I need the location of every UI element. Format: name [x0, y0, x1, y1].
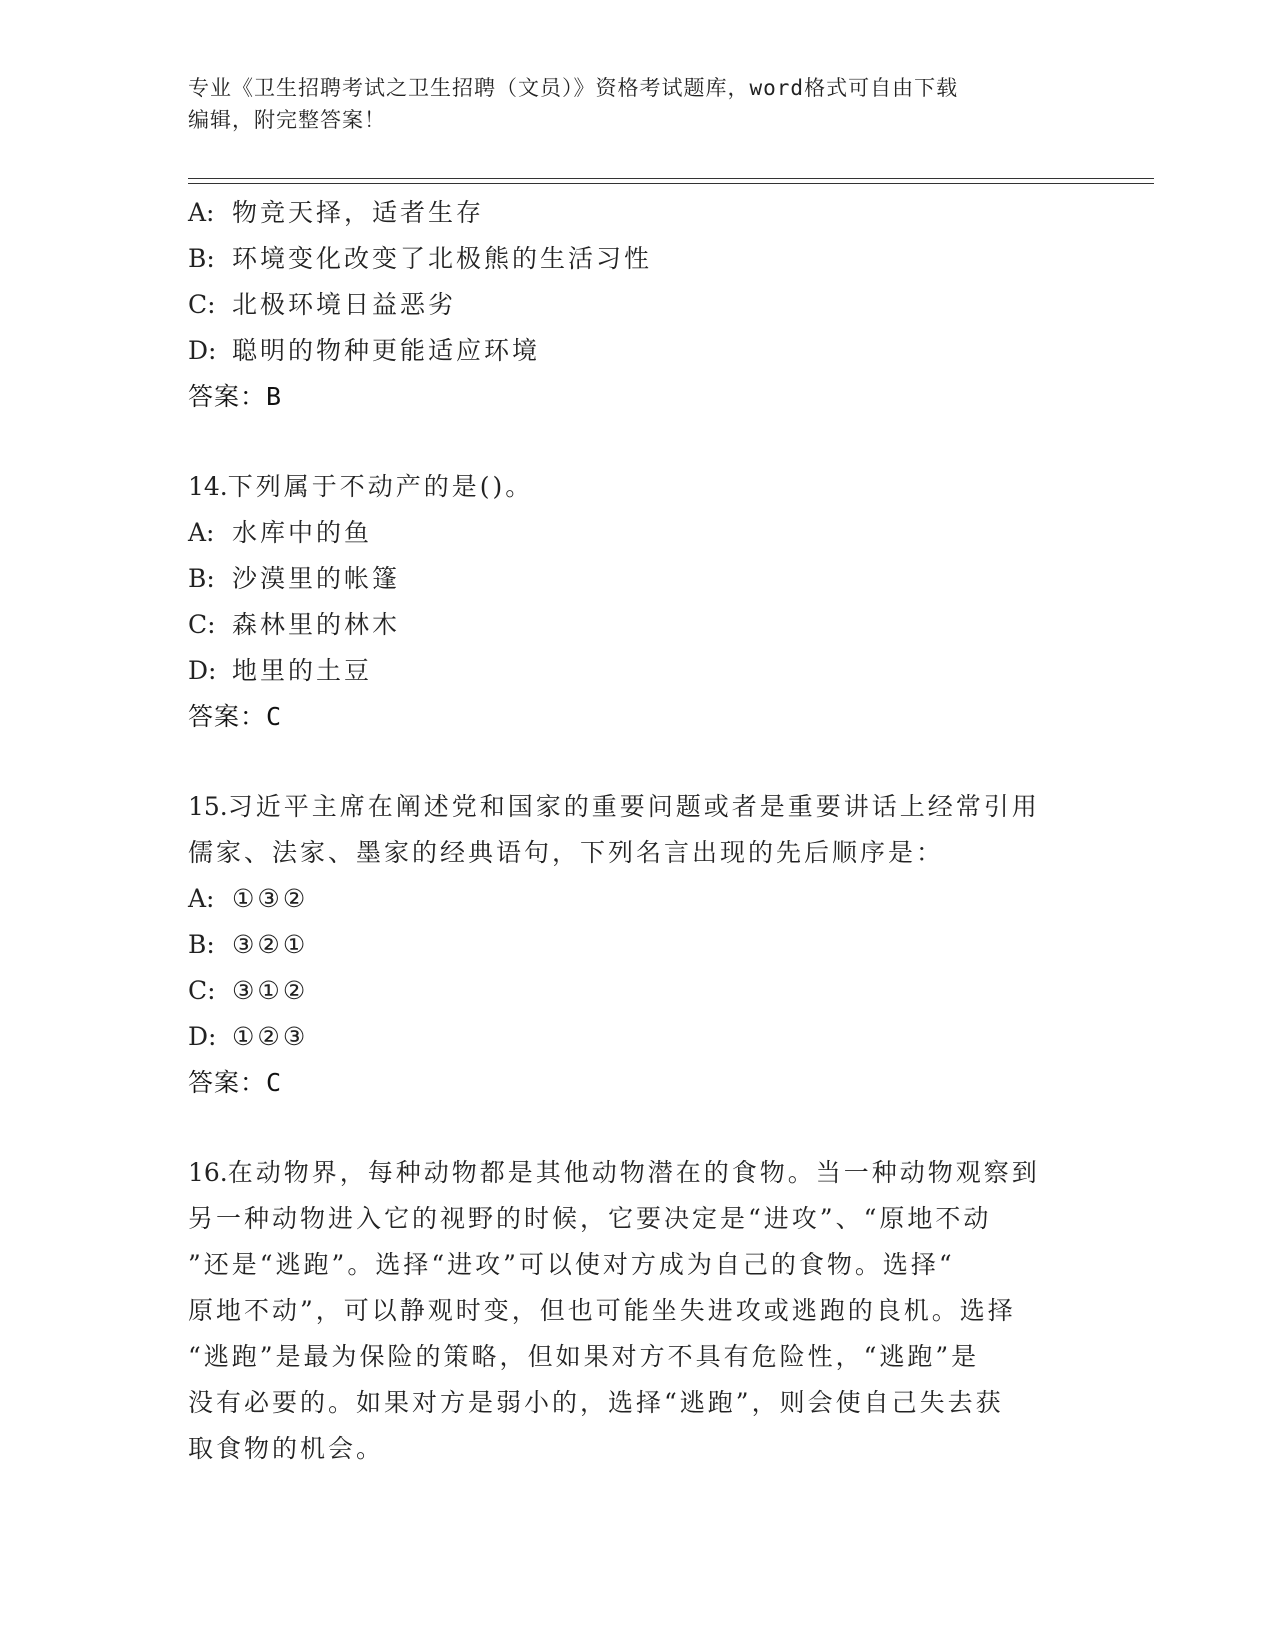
question-16-line-2: 另一种动物进入它的视野的时候，它要决定是“进攻”、“原地不动 — [188, 1204, 992, 1233]
question-content — [188, 190, 1088, 1472]
question-16-line-6: 没有必要的。如果对方是弱小的，选择“逃跑”，则会使自己失去获 — [188, 1388, 1004, 1417]
option-a: A: ①③② — [188, 884, 309, 913]
question-13-options — [188, 190, 1088, 420]
option-a: A: 物竞天择，适者生存 — [188, 198, 485, 227]
answer-15: 答案：C — [188, 1068, 283, 1097]
option-c: C: ③①② — [188, 976, 309, 1005]
answer-13: 答案：B — [188, 382, 283, 411]
header-divider-top — [188, 178, 1154, 179]
question-16-line-4: 原地不动”，可以静观时变，但也可能坐失进攻或逃跑的良机。选择 — [188, 1296, 1016, 1325]
document-header — [188, 72, 1088, 136]
question-16 — [188, 1150, 1088, 1472]
question-16-line-3: ”还是“逃跑”。选择“进攻”可以使对方成为自己的食物。选择“ — [188, 1250, 955, 1279]
question-14 — [188, 464, 1088, 740]
question-14-stem: 14.下列属于不动产的是()。 — [188, 472, 534, 501]
question-16-line-5: “逃跑”是最为保险的策略，但如果对方不具有危险性，“逃跑”是 — [188, 1342, 980, 1371]
option-a: A: 水库中的鱼 — [188, 518, 373, 547]
header-divider-bottom — [188, 183, 1154, 184]
question-16-line-7: 取食物的机会。 — [188, 1434, 385, 1463]
option-b: B: 环境变化改变了北极熊的生活习性 — [188, 244, 653, 273]
question-16-line-1: 16.在动物界，每种动物都是其他动物潜在的食物。当一种动物观察到 — [188, 1158, 1040, 1187]
question-15-stem-line-2: 儒家、法家、墨家的经典语句，下列名言出现的先后顺序是： — [188, 838, 945, 867]
option-b: B: ③②① — [188, 930, 309, 959]
question-15-stem-line-1: 15.习近平主席在阐述党和国家的重要问题或者是重要讲话上经常引用 — [188, 792, 1040, 821]
option-d: D: 聪明的物种更能适应环境 — [188, 336, 541, 365]
option-d: D: ①②③ — [188, 1022, 309, 1051]
answer-14: 答案：C — [188, 702, 283, 731]
option-c: C: 森林里的林木 — [188, 610, 401, 639]
option-c: C: 北极环境日益恶劣 — [188, 290, 457, 319]
option-b: B: 沙漠里的帐篷 — [188, 564, 401, 593]
question-15 — [188, 784, 1088, 1106]
option-d: D: 地里的土豆 — [188, 656, 373, 685]
header-line-2: 编辑，附完整答案！ — [188, 108, 386, 132]
header-line-1: 专业《卫生招聘考试之卫生招聘（文员）》资格考试题库，word格式可自由下载 — [188, 76, 959, 100]
